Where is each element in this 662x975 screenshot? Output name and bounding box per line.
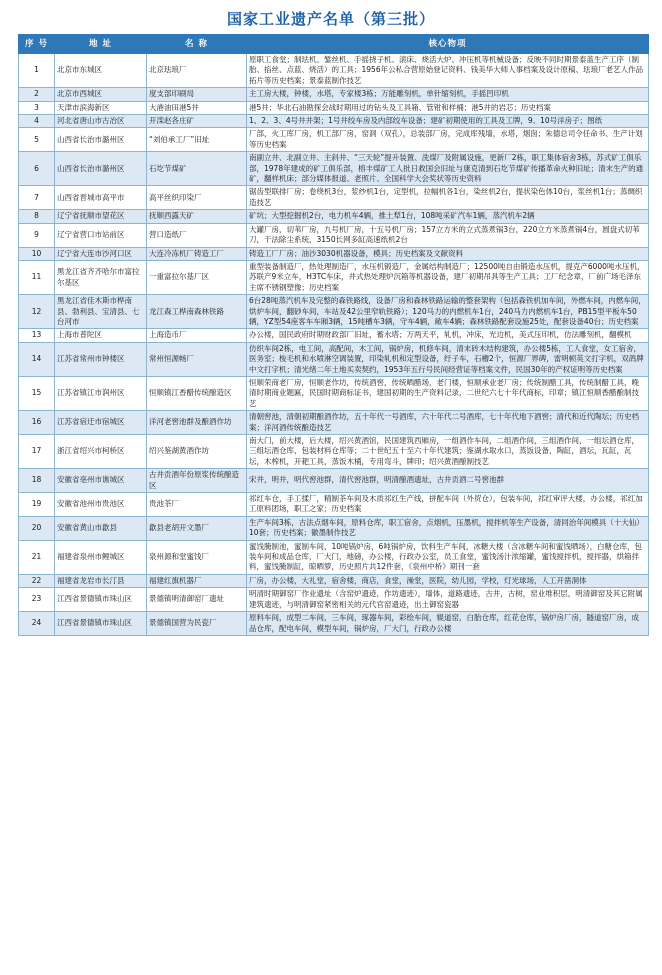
cell-no: 17 xyxy=(19,435,55,469)
cell-core-items: 清朝窖池，清朝初期酿酒作坊，五十年代一号酒库，六十年代二号酒库，七十年代地下酒窖；清代和近代陶坛；历史档案；洋河酒传统酿造技艺 xyxy=(247,411,649,435)
header-name: 名 称 xyxy=(147,35,247,54)
cell-address: 安徽省黄山市歙县 xyxy=(55,516,147,540)
cell-address: 辽宁省大连市沙河口区 xyxy=(55,247,147,260)
cell-name: 石圪节煤矿 xyxy=(147,152,247,186)
cell-core-items: 宋井，明井，明代窖池群，清代窖池群，明清酿酒遗址，古井贡酒二号窖池群 xyxy=(247,469,649,493)
cell-no: 10 xyxy=(19,247,55,260)
cell-core-items: 蜜饯腌制池，蜜制车间，10吨锅炉房，6吨锅炉房，饮料生产车间，冰糖大楼（含冰糖车间和蜜饯晒场），白糖仓库，包装车间和成品仓库，厂大门，地磅，办公楼，行政办公室，员工食堂，蜜饯汤汁浓缩罐，蜜饯搅拌机，搅拌器，烘箱拌料，蜜饯腌制缸，晾晒箩，历史照片共12件套，《泉州中桥》期刊一套 xyxy=(247,540,649,574)
cell-core-items: 1、2、3、4号井井架；1号井绞车房及内部绞车设备；建矿初期使用的工具及工牌，9、10号洋房子；图纸 xyxy=(247,115,649,128)
cell-name: 抚顺西露天矿 xyxy=(147,210,247,223)
cell-core-items: 恒顺荣商老厂房，恒顺老作坊，传统酒窖，传统晒醋场，老门楼，恒顺承业老厂房；传统制醋工具，传统制醋工具，晚清时期商业题匾，民国时期商标证书，建国初期的生产资料记录，二世纪六七十年代商标，印章；镇江恒顺香醋酿制技艺 xyxy=(247,376,649,410)
cell-name: 洋河老窖池群及酿酒作坊 xyxy=(147,411,247,435)
cell-address: 黑龙江省佳木斯市桦南县、勃利县、宝清县、七台河市 xyxy=(55,295,147,329)
cell-name: 景德镇国营为民瓷厂 xyxy=(147,612,247,636)
cell-core-items: 明清时期御窑厂作业遗址（含窑炉遗迹，作坊遗迹），墙体，道路遗迹，古井，古树，窑业堆积层，明清御窑及其它附属建筑遗迹，与明清御窑紧密相关的元代官窑遗迹，出土御窑瓷器 xyxy=(247,588,649,612)
cell-address: 北京市东城区 xyxy=(55,54,147,88)
cell-no: 21 xyxy=(19,540,55,574)
cell-core-items: 铸造工厂厂房；油沙3030机器设备，模具；历史档案及文献资料 xyxy=(247,247,649,260)
cell-no: 2 xyxy=(19,88,55,101)
cell-core-items: 生产车间3栋，古法点烟车间，原料仓库，职工宿舍，点烟机，压墨机，搅拌机等生产设备，清同治年间模具（十大仙）10套；历史档案；徽墨制作技艺 xyxy=(247,516,649,540)
cell-core-items: 原料车间，成型二车间，三车间，琢器车间，彩绘车间，辊道窑，白胎仓库，红花仓库，锅炉房厂房，隧道窑厂房，成品仓库，配电车间，模型车间，锅炉房，厂大门，行政办公楼 xyxy=(247,612,649,636)
table-row xyxy=(19,469,649,493)
cell-address: 山西省长治市潞州区 xyxy=(55,128,147,152)
table-row xyxy=(19,612,649,636)
cell-address: 福建省龙岩市长汀县 xyxy=(55,574,147,587)
header-core-items: 核心物项 xyxy=(247,35,649,54)
table-row xyxy=(19,376,649,410)
table-row xyxy=(19,493,649,517)
table-row xyxy=(19,88,649,101)
cell-no: 18 xyxy=(19,469,55,493)
table-row xyxy=(19,435,649,469)
table-row xyxy=(19,247,649,260)
cell-core-items: 重型装备制造厂，热处理制造厂，水压机锻造厂，金属结构制造厂；12500吨自由锻造水压机，提克产6000吨水压机，苏联产9米立车，H3TC车床，井式热处理炉沉箱等机器设备，建厂初期吊具等生产工具；工厂纪念章，厂前广场毛泽东主席不锈钢塑像；历史档案 xyxy=(247,260,649,294)
cell-no: 14 xyxy=(19,342,55,376)
table-row xyxy=(19,186,649,210)
cell-core-items: 主工房大楼，钟楼，水塔，专家楼3栋；万能雕刻机，单针缩刻机，手摇凹印机 xyxy=(247,88,649,101)
table-row xyxy=(19,342,649,376)
cell-no: 15 xyxy=(19,376,55,410)
cell-no: 5 xyxy=(19,128,55,152)
cell-address: 安徽省亳州市谯城区 xyxy=(55,469,147,493)
cell-name: 古井贡酒年份原浆传统酿造区 xyxy=(147,469,247,493)
cell-address: 山西省长治市潞州区 xyxy=(55,152,147,186)
table-row xyxy=(19,152,649,186)
cell-address: 江苏省宿迁市宿城区 xyxy=(55,411,147,435)
cell-address: 辽宁省营口市站前区 xyxy=(55,223,147,247)
cell-address: 江苏省常州市钟楼区 xyxy=(55,342,147,376)
cell-name: 上海造币厂 xyxy=(147,329,247,342)
table-row xyxy=(19,54,649,88)
heritage-table xyxy=(18,34,649,636)
cell-no: 12 xyxy=(19,295,55,329)
cell-address: 浙江省绍兴市柯桥区 xyxy=(55,435,147,469)
table-body xyxy=(19,54,649,636)
table-row xyxy=(19,540,649,574)
table-row xyxy=(19,260,649,294)
cell-no: 3 xyxy=(19,101,55,114)
cell-no: 13 xyxy=(19,329,55,342)
cell-no: 23 xyxy=(19,588,55,612)
cell-name: “刘伯承工厂”旧址 xyxy=(147,128,247,152)
cell-core-items: 南副立井、北副立井、主斜井、“三天轮”提升装置、洗煤厂及附属设施，更新厂2栋，职工集体宿舍3栋，苏式矿工俱乐部，1978年建成的矿工俱乐部，榕丰煤矿工人批日救国会旧址与康克清到石圪节煤矿传播革命火种旧址；清末生产的通矿，翻样机床；部分媒体报道、老照片、全国科学大会奖状等历史资料 xyxy=(247,152,649,186)
cell-no: 6 xyxy=(19,152,55,186)
cell-name: 绍兴鉴湖黄酒作坊 xyxy=(147,435,247,469)
cell-name: 歙县老胡开文墨厂 xyxy=(147,516,247,540)
cell-core-items: 6台28吨蒸汽机车及完整的森铁路线，设备厂房和森林铁路运输的整套架构（包括森铁机加车间，外燃车间，内燃车间，烘炉车间，翻砂车间，车站及42公里窄轨铁路）；120马力的内燃机车1台，240马力内燃机车1台，PB15型平板车50辆，YZ型54座客车车厢3辆，15吨槽车3辆，守车4辆，敞车4辆；森林铁路配套设施25处，配套设备40台；历史档案 xyxy=(247,295,649,329)
page-title: 国家工业遗产名单（第三批） xyxy=(226,10,435,28)
cell-no: 19 xyxy=(19,493,55,517)
cell-address: 河北省唐山市古冶区 xyxy=(55,115,147,128)
table-row xyxy=(19,223,649,247)
cell-no: 11 xyxy=(19,260,55,294)
cell-address: 黑龙江省齐齐哈尔市富拉尔基区 xyxy=(55,260,147,294)
cell-core-items: 仿织车间2栋，电工间，高配间，木工间，锅炉房，机修车间，清末砖木结构建筑，办公楼5栋，工人食堂，女工宿舍，医务室；梭毛机和水喷淋空调装置，印染轧机和定型设备，纡子车，石槽2个，恒源厂界碑，雷明顿英文打字机，双鸽牌中文打字机；清光绪二年土地买卖契约，1953年五行号民间经营证等档案文件，民国30年的产权证明等历史档案 xyxy=(247,342,649,376)
cell-no: 20 xyxy=(19,516,55,540)
cell-name: 景德镇明清御窑厂遗址 xyxy=(147,588,247,612)
table-header-row xyxy=(19,35,649,54)
cell-address: 天津市滨海新区 xyxy=(55,101,147,114)
header-no: 序 号 xyxy=(19,35,55,54)
cell-core-items: 办公楼，国民政府时期财政部厂旧址，蓄水塔；万两天平，轧机，冲床，光边机，美式压印机，仿法雕刻机，翻模机 xyxy=(247,329,649,342)
cell-name: 福建红旗机器厂 xyxy=(147,574,247,587)
table-row xyxy=(19,516,649,540)
cell-address: 上海市普陀区 xyxy=(55,329,147,342)
cell-no: 1 xyxy=(19,54,55,88)
cell-core-items: 港5井；华北石油勘探会战时期用过的钻头及工具箱、管钳和样桶；港5井的岩芯；历史档案 xyxy=(247,101,649,114)
cell-core-items: 大罐厂房，切苇厂房，九号机厂房，十五号机厂房；157立方米的立式蒸煮锅3台，220立方米蒸煮锅4台，圆盘式切苇刀，干法除尘系统，3150长网多缸高速纸机2台 xyxy=(247,223,649,247)
cell-name: 一重富拉尔基厂区 xyxy=(147,260,247,294)
cell-address: 山西省晋城市高平市 xyxy=(55,186,147,210)
cell-name: 大港油田港5井 xyxy=(147,101,247,114)
cell-core-items: 厂部，火工库厂房，机工部厂房，窑洞（双孔），总装部厂房，完成库残墙，水塔，烟囱；朱德总司令任命书、生产计划等历史档案 xyxy=(247,128,649,152)
table-row xyxy=(19,210,649,223)
cell-core-items: 南大门，前大楼，后大楼，绍兴黄酒馆，民国建筑西厢房，一组酒作车间，二组酒作间，三组酒作间，一组坛酒仓库，三组坛酒仓库，包装材料仓库等；二十世纪五十至六十年代建筑；鉴湖水取水口，蒸饭设备，陶缸，酒坛，瓦缸，瓦坛，木榨机，开耙工具，蒸饭木桶，专用弯斗，牌印；绍兴黄酒酿制技艺 xyxy=(247,435,649,469)
table-row xyxy=(19,329,649,342)
cell-name: 高平丝织印染厂 xyxy=(147,186,247,210)
cell-address: 辽宁省抚顺市望花区 xyxy=(55,210,147,223)
cell-name: 北京珐琅厂 xyxy=(147,54,247,88)
cell-name: 恒顺镇江香醋传统酿造区 xyxy=(147,376,247,410)
cell-name: 大连冷冻机厂铸造工厂 xyxy=(147,247,247,260)
cell-address: 江苏省镇江市润州区 xyxy=(55,376,147,410)
cell-no: 8 xyxy=(19,210,55,223)
cell-core-items: 锯齿型联排厂房；卷绕机3台，浆纱机1台，定型机，拉幅机各1台，染丝机2台，提状染色体10台，浆丝机1台；蒸绸织造技艺 xyxy=(247,186,649,210)
cell-core-items: 祁红车仓，手工揉厂，精制茶车间及木质祁红生产线，拼配车间（外贸仓），包装车间，祁红审评大楼，办公楼，祁红加工原料团场，职工之家；历史档案 xyxy=(247,493,649,517)
cell-name: 常州恒源畅厂 xyxy=(147,342,247,376)
table-row xyxy=(19,101,649,114)
cell-no: 16 xyxy=(19,411,55,435)
table-row xyxy=(19,588,649,612)
table-row xyxy=(19,128,649,152)
cell-name: 度支部印刷局 xyxy=(147,88,247,101)
cell-no: 7 xyxy=(19,186,55,210)
table-row xyxy=(19,411,649,435)
cell-name: 贵池茶厂 xyxy=(147,493,247,517)
header-address: 地 址 xyxy=(55,35,147,54)
cell-name: 营口造纸厂 xyxy=(147,223,247,247)
cell-no: 22 xyxy=(19,574,55,587)
table-row xyxy=(19,295,649,329)
cell-no: 4 xyxy=(19,115,55,128)
cell-name: 泉州源和堂蜜饯厂 xyxy=(147,540,247,574)
cell-no: 9 xyxy=(19,223,55,247)
cell-name: 龙江森工桦南森林铁路 xyxy=(147,295,247,329)
cell-address: 江西省景德镇市珠山区 xyxy=(55,612,147,636)
cell-core-items: 原职工食堂；制珐机、錾丝机、手摇挠子机、滚床、烧活大炉、冲压机等机械设备；反映不同时期景泰蓝生产工序（制胎、掐丝、点蓝、烧活）的工具；1956年公私合营原始登记资料、钱美华大师人事档案及设计原稿、珐琅厂老艺人作品拓片等历史档案；景泰蓝制作技艺 xyxy=(247,54,649,88)
table-row xyxy=(19,574,649,587)
cell-core-items: 厂房，办公楼，大礼堂，宿舍楼，商店，食堂，澡堂，医院，幼儿园，学校，灯光球场，人工开凿洞体 xyxy=(247,574,649,587)
cell-address: 安徽省池州市贵池区 xyxy=(55,493,147,517)
cell-address: 北京市西城区 xyxy=(55,88,147,101)
cell-no: 24 xyxy=(19,612,55,636)
cell-name: 开滦赵各庄矿 xyxy=(147,115,247,128)
cell-address: 江西省景德镇市珠山区 xyxy=(55,588,147,612)
cell-core-items: 矿坑；大型挖掘机2台，电力机车4辆，推土犁1台，108吨采矿汽车1辆，蒸汽机车2辆 xyxy=(247,210,649,223)
table-row xyxy=(19,115,649,128)
cell-address: 福建省泉州市鲤城区 xyxy=(55,540,147,574)
